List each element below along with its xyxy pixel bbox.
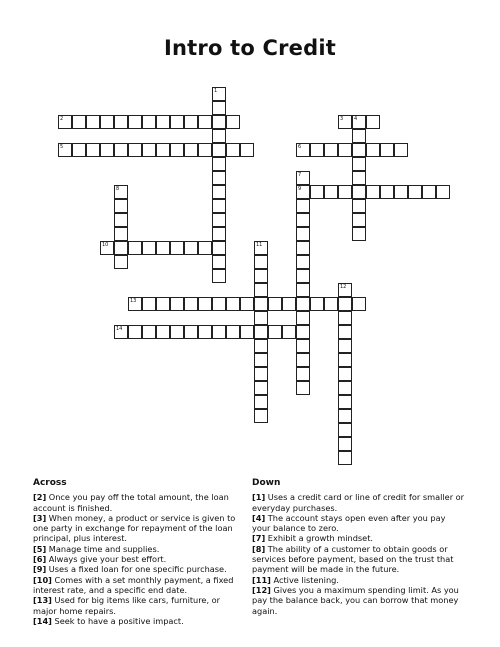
- grid-cell-number: 8: [116, 186, 120, 192]
- grid-cell-number: 14: [116, 326, 123, 332]
- across-clue-list: [33, 492, 246, 626]
- across-clue: [33, 616, 246, 626]
- grid-cell[interactable]: [212, 115, 226, 129]
- clue-number: [2]: [33, 492, 47, 503]
- grid-cell[interactable]: [240, 325, 254, 339]
- clue-text: The account stays open even after you pay your balance to zero.: [252, 512, 446, 534]
- grid-cell[interactable]: [254, 255, 268, 269]
- grid-cell[interactable]: [254, 381, 268, 395]
- grid-cell[interactable]: [198, 115, 212, 129]
- grid-cell[interactable]: [114, 325, 128, 339]
- grid-cell[interactable]: [114, 143, 128, 157]
- grid-cell[interactable]: [422, 185, 436, 199]
- grid-cell[interactable]: [254, 409, 268, 423]
- grid-cell[interactable]: [254, 339, 268, 353]
- grid-cell-number: 4: [354, 116, 358, 122]
- grid-cell[interactable]: [338, 115, 352, 129]
- grid-cell[interactable]: [338, 381, 352, 395]
- across-clue: [33, 564, 246, 574]
- grid-cell[interactable]: [72, 115, 86, 129]
- grid-cell[interactable]: [212, 171, 226, 185]
- across-clue: [33, 595, 246, 616]
- grid-cell[interactable]: [352, 129, 366, 143]
- grid-cell[interactable]: [58, 115, 72, 129]
- grid-cell[interactable]: [170, 325, 184, 339]
- grid-cell[interactable]: [156, 325, 170, 339]
- grid-cell[interactable]: [366, 115, 380, 129]
- clue-number: [7]: [252, 533, 266, 544]
- clue-text: Always give your best effort.: [48, 554, 167, 565]
- grid-cell[interactable]: [170, 143, 184, 157]
- grid-cell[interactable]: [338, 283, 352, 297]
- grid-cell[interactable]: [338, 325, 352, 339]
- grid-cell[interactable]: [296, 381, 310, 395]
- grid-cell[interactable]: [212, 87, 226, 101]
- grid-cell[interactable]: [212, 199, 226, 213]
- clue-text: Seek to have a positive impact.: [54, 615, 184, 626]
- grid-cell[interactable]: [338, 143, 352, 157]
- grid-cell[interactable]: [296, 353, 310, 367]
- clue-number: [3]: [33, 512, 47, 523]
- grid-cell[interactable]: [296, 325, 310, 339]
- down-clue-list: [252, 492, 466, 616]
- grid-cell[interactable]: [128, 115, 142, 129]
- grid-cell[interactable]: [198, 325, 212, 339]
- grid-cell-number: 6: [298, 144, 302, 150]
- grid-cell[interactable]: [310, 185, 324, 199]
- grid-cell[interactable]: [268, 297, 282, 311]
- grid-cell[interactable]: [338, 353, 352, 367]
- grid-cell[interactable]: [226, 115, 240, 129]
- clue-text: The ability of a customer to obtain goods or services before payment, based on the trust that payment will be made in the future.: [252, 543, 454, 575]
- grid-cell[interactable]: [296, 199, 310, 213]
- grid-cell[interactable]: [86, 115, 100, 129]
- grid-cell[interactable]: [114, 227, 128, 241]
- clue-text: Uses a credit card or line of credit for smaller or everyday purchases.: [252, 492, 465, 513]
- grid-cell[interactable]: [324, 185, 338, 199]
- grid-cell[interactable]: [156, 115, 170, 129]
- grid-cell-number: 11: [256, 242, 263, 248]
- grid-cell[interactable]: [352, 143, 366, 157]
- down-heading: Down: [252, 478, 281, 488]
- clue-number: [6]: [33, 554, 47, 565]
- clue-number: [5]: [33, 543, 47, 554]
- grid-cell[interactable]: [296, 367, 310, 381]
- grid-cell[interactable]: [114, 185, 128, 199]
- clue-number: [12]: [252, 584, 271, 595]
- clue-number: [13]: [33, 595, 52, 606]
- grid-cell[interactable]: [212, 143, 226, 157]
- grid-cell[interactable]: [254, 353, 268, 367]
- grid-cell[interactable]: [352, 115, 366, 129]
- grid-cell[interactable]: [142, 241, 156, 255]
- grid-cell[interactable]: [296, 255, 310, 269]
- grid-cell[interactable]: [212, 227, 226, 241]
- grid-cell[interactable]: [296, 213, 310, 227]
- down-clue: [252, 533, 466, 543]
- grid-cell[interactable]: [114, 213, 128, 227]
- grid-cell[interactable]: [212, 185, 226, 199]
- across-clue: [33, 575, 246, 596]
- grid-cell[interactable]: [352, 171, 366, 185]
- grid-cell[interactable]: [212, 101, 226, 115]
- grid-cell[interactable]: [338, 339, 352, 353]
- grid-cell[interactable]: [170, 241, 184, 255]
- grid-cell[interactable]: [212, 157, 226, 171]
- grid-cell-number: 5: [60, 144, 64, 150]
- clue-text: Gives you a maximum spending limit. As you pay the balance back, you can borrow that money again.: [252, 584, 459, 616]
- grid-cell[interactable]: [394, 143, 408, 157]
- grid-cell[interactable]: [268, 325, 282, 339]
- clue-number: [9]: [33, 564, 47, 575]
- grid-cell[interactable]: [352, 157, 366, 171]
- grid-cell[interactable]: [142, 115, 156, 129]
- across-clue: [33, 492, 246, 513]
- clue-text: Active listening.: [273, 574, 339, 585]
- grid-cell[interactable]: [156, 143, 170, 157]
- grid-cell[interactable]: [212, 213, 226, 227]
- grid-cell[interactable]: [254, 269, 268, 283]
- clue-number: [8]: [252, 543, 266, 554]
- grid-cell[interactable]: [296, 143, 310, 157]
- grid-cell[interactable]: [254, 297, 268, 311]
- grid-cell[interactable]: [352, 185, 366, 199]
- grid-cell-number: 13: [130, 298, 137, 304]
- grid-cell[interactable]: [212, 297, 226, 311]
- down-clue: [252, 575, 466, 585]
- grid-cell[interactable]: [296, 297, 310, 311]
- clue-number: [11]: [252, 574, 271, 585]
- clue-text: Exhibit a growth mindset.: [267, 533, 374, 544]
- grid-cell[interactable]: [338, 297, 352, 311]
- down-clue: [252, 544, 466, 575]
- grid-cell[interactable]: [366, 185, 380, 199]
- grid-cell[interactable]: [114, 115, 128, 129]
- grid-cell[interactable]: [296, 339, 310, 353]
- grid-cell[interactable]: [100, 143, 114, 157]
- across-clue: [33, 513, 246, 544]
- clue-number: [1]: [252, 492, 266, 503]
- grid-cell[interactable]: [240, 143, 254, 157]
- grid-cell-number: 12: [340, 284, 347, 290]
- grid-cell[interactable]: [184, 241, 198, 255]
- grid-cell[interactable]: [352, 213, 366, 227]
- grid-cell[interactable]: [338, 311, 352, 325]
- grid-cell[interactable]: [128, 325, 142, 339]
- grid-cell[interactable]: [254, 367, 268, 381]
- grid-cell[interactable]: [198, 297, 212, 311]
- grid-cell[interactable]: [296, 269, 310, 283]
- grid-cell[interactable]: [212, 129, 226, 143]
- grid-cell[interactable]: [352, 199, 366, 213]
- grid-cell[interactable]: [212, 269, 226, 283]
- grid-cell[interactable]: [156, 297, 170, 311]
- grid-cell-number: 7: [298, 172, 302, 178]
- grid-cell-number: 1: [214, 88, 218, 94]
- grid-cell[interactable]: [226, 325, 240, 339]
- grid-cell[interactable]: [100, 115, 114, 129]
- grid-cell[interactable]: [324, 297, 338, 311]
- grid-cell[interactable]: [100, 241, 114, 255]
- grid-cell[interactable]: [212, 255, 226, 269]
- grid-cell[interactable]: [338, 395, 352, 409]
- grid-cell-number: 9: [298, 186, 302, 192]
- grid-cell[interactable]: [394, 185, 408, 199]
- grid-cell[interactable]: [338, 367, 352, 381]
- grid-cell[interactable]: [254, 283, 268, 297]
- across-heading: Across: [33, 478, 67, 488]
- grid-cell[interactable]: [184, 325, 198, 339]
- across-clue: [33, 544, 246, 554]
- grid-cell-number: 10: [102, 242, 109, 248]
- grid-cell[interactable]: [156, 241, 170, 255]
- clue-number: [4]: [252, 512, 266, 523]
- down-clue: [252, 492, 466, 513]
- grid-cell[interactable]: [324, 143, 338, 157]
- grid-cell[interactable]: [296, 185, 310, 199]
- grid-cell[interactable]: [184, 143, 198, 157]
- clue-number: [10]: [33, 574, 52, 585]
- grid-cell[interactable]: [338, 423, 352, 437]
- grid-cell[interactable]: [212, 325, 226, 339]
- grid-cell[interactable]: [198, 143, 212, 157]
- grid-cell[interactable]: [86, 143, 100, 157]
- clue-text: When money, a product or service is given to one party in exchange for repayment of the loan principal, plus interest.: [33, 512, 236, 544]
- grid-cell[interactable]: [114, 199, 128, 213]
- grid-cell[interactable]: [170, 115, 184, 129]
- grid-cell[interactable]: [366, 143, 380, 157]
- grid-cell[interactable]: [254, 395, 268, 409]
- grid-cell[interactable]: [170, 297, 184, 311]
- grid-cell[interactable]: [184, 115, 198, 129]
- grid-cell[interactable]: [226, 143, 240, 157]
- clue-number: [14]: [33, 615, 52, 626]
- grid-cell[interactable]: [240, 297, 254, 311]
- clue-text: Uses a fixed loan for one specific purchase.: [48, 564, 227, 575]
- grid-cell[interactable]: [114, 255, 128, 269]
- grid-cell[interactable]: [72, 143, 86, 157]
- grid-cell[interactable]: [296, 283, 310, 297]
- grid-cell[interactable]: [352, 227, 366, 241]
- grid-cell[interactable]: [282, 325, 296, 339]
- clue-text: Used for big items like cars, furniture, or major home repairs.: [33, 595, 221, 616]
- clue-text: Manage time and supplies.: [48, 543, 160, 554]
- grid-cell[interactable]: [254, 241, 268, 255]
- grid-cell[interactable]: [296, 227, 310, 241]
- grid-cell[interactable]: [254, 311, 268, 325]
- clue-text: Once you pay off the total amount, the loan account is finished.: [33, 492, 229, 513]
- grid-cell[interactable]: [436, 185, 450, 199]
- grid-cell[interactable]: [310, 297, 324, 311]
- grid-cell[interactable]: [254, 325, 268, 339]
- grid-cell[interactable]: [58, 143, 72, 157]
- grid-cell[interactable]: [380, 143, 394, 157]
- down-clue: [252, 585, 466, 616]
- puzzle-title: Intro to Credit: [164, 36, 336, 60]
- grid-cell[interactable]: [352, 297, 366, 311]
- across-clues: [33, 478, 246, 626]
- grid-cell[interactable]: [338, 409, 352, 423]
- grid-cell[interactable]: [338, 437, 352, 451]
- grid-cell[interactable]: [184, 297, 198, 311]
- down-clue: [252, 513, 466, 534]
- grid-cell[interactable]: [114, 241, 128, 255]
- grid-cell[interactable]: [338, 185, 352, 199]
- grid-cell[interactable]: [408, 185, 422, 199]
- grid-cell[interactable]: [226, 297, 240, 311]
- grid-cell[interactable]: [380, 185, 394, 199]
- grid-cell-number: 2: [60, 116, 64, 122]
- grid-cell[interactable]: [212, 241, 226, 255]
- grid-cell[interactable]: [128, 241, 142, 255]
- grid-cell[interactable]: [296, 311, 310, 325]
- across-clue: [33, 554, 246, 564]
- clue-text: Comes with a set monthly payment, a fixed interest rate, and a specific end date.: [33, 574, 234, 595]
- grid-cell[interactable]: [142, 143, 156, 157]
- grid-cell[interactable]: [282, 297, 296, 311]
- grid-cell[interactable]: [142, 297, 156, 311]
- grid-cell-number: 3: [340, 116, 344, 122]
- grid-cell[interactable]: [296, 171, 310, 185]
- down-clues: [252, 478, 466, 616]
- grid-cell[interactable]: [198, 241, 212, 255]
- grid-cell[interactable]: [128, 297, 142, 311]
- grid-cell[interactable]: [142, 325, 156, 339]
- grid-cell[interactable]: [310, 143, 324, 157]
- grid-cell[interactable]: [128, 143, 142, 157]
- grid-cell[interactable]: [296, 241, 310, 255]
- grid-cell[interactable]: [338, 451, 352, 465]
